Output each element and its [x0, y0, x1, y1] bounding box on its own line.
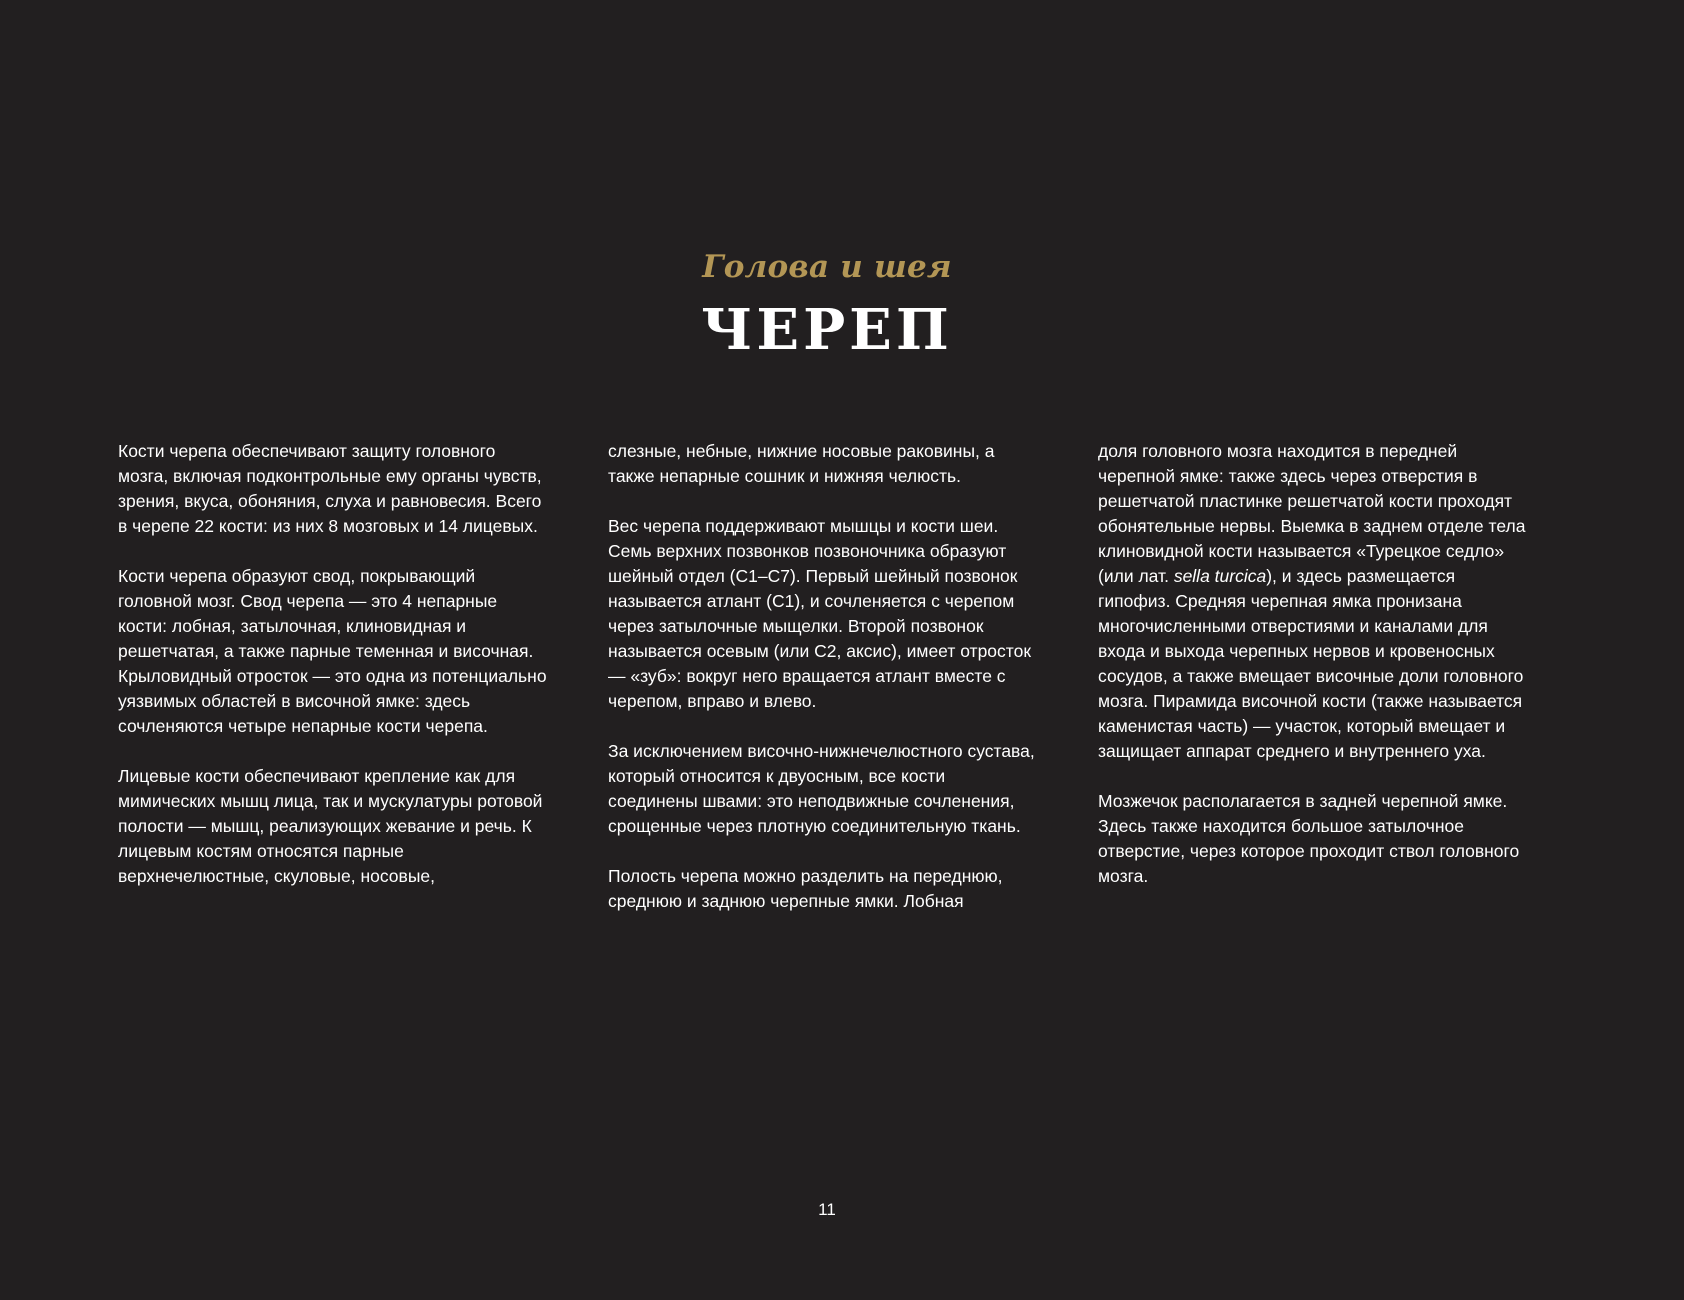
text-column-3 — [1098, 439, 1528, 914]
paragraph: Вес черепа поддерживают мышцы и кости шеи. Семь верхних позвонков позвоночника образуют шейный отдел (C1–C7). Первый шейный позвонок называется атлант (C1), и сочленяется с черепом через затылочные мыщелки. Второй позвонок называется осевым (или C2, аксис), имеет отросток — «зуб»: вокруг него вращается атлант вместе с черепом, вправо и влево. — [608, 516, 1031, 711]
paragraph: Лицевые кости обеспечивают крепление как для мимических мышц лица, так и мускулатуры ротовой полости — мышц, реализующих жевание и речь. К лицевым костям относятся парные верхнечелюстные, скуловые, носовые, — [118, 766, 543, 886]
paragraph: Кости черепа образуют свод, покрывающий головной мозг. Свод черепа — это 4 непарные кости: лобная, затылочная, клиновидная и решетчатая, а также парные теменная и височная. Крыловидный отросток — это одна из потенциально уязвимых областей в височной ямке: здесь сочленяются четыре непарные кости черепа. — [118, 566, 547, 736]
paragraph-text: доля головного мозга находится в передней черепной ямке: также здесь через отверстия в решетчатой пластинке решетчатой кости проходят обонятельные нервы. Выемка в заднем отделе тела клиновидной кости называется «Турецкое седло» (или лат. — [1098, 441, 1526, 586]
page-header — [0, 247, 1654, 363]
paragraph: Кости черепа обеспечивают защиту головного мозга, включая подконтрольные ему органы чувств, зрения, вкуса, обоняния, слуха и равновесия. Всего в черепе 22 кости: из них 8 мозговых и 14 лицевых. — [118, 441, 542, 536]
paragraph: Полость черепа можно разделить на переднюю, среднюю и заднюю черепные ямки. Лобная — [608, 866, 1003, 911]
text-column-2 — [608, 439, 1038, 939]
paragraph: За исключением височно-нижнечелюстного сустава, который относится к двуосным, все кости соединены швами: это неподвижные сочленения, срощенные через плотную соединительную ткань. — [608, 741, 1035, 836]
paragraph: слезные, небные, нижние носовые раковины, а также непарные сошник и нижняя челюсть. — [608, 441, 995, 486]
section-title: Голова и шея — [702, 249, 952, 285]
page-title: ЧЕРЕП — [701, 297, 953, 363]
paragraph — [1098, 439, 1528, 764]
text-column-1 — [118, 439, 548, 914]
latin-term: sella turcica — [1173, 566, 1267, 586]
paragraph-text: ), и здесь размещается гипофиз. Средняя черепная ямка пронизана многочисленными отверстиями и каналами для входа и выхода черепных нервов и кровеносных сосудов, а также вмещает височные доли головного мозга. Пирамида височной кости (также называется каменистая часть) — участок, который вмещает и защищает аппарат среднего и внутреннего уха. — [1098, 566, 1524, 761]
page-number: 11 — [818, 1200, 836, 1219]
paragraph: Мозжечок располагается в задней черепной ямке. Здесь также находится большое затылочное отверстие, через которое проходит ствол головного мозга. — [1098, 791, 1520, 886]
